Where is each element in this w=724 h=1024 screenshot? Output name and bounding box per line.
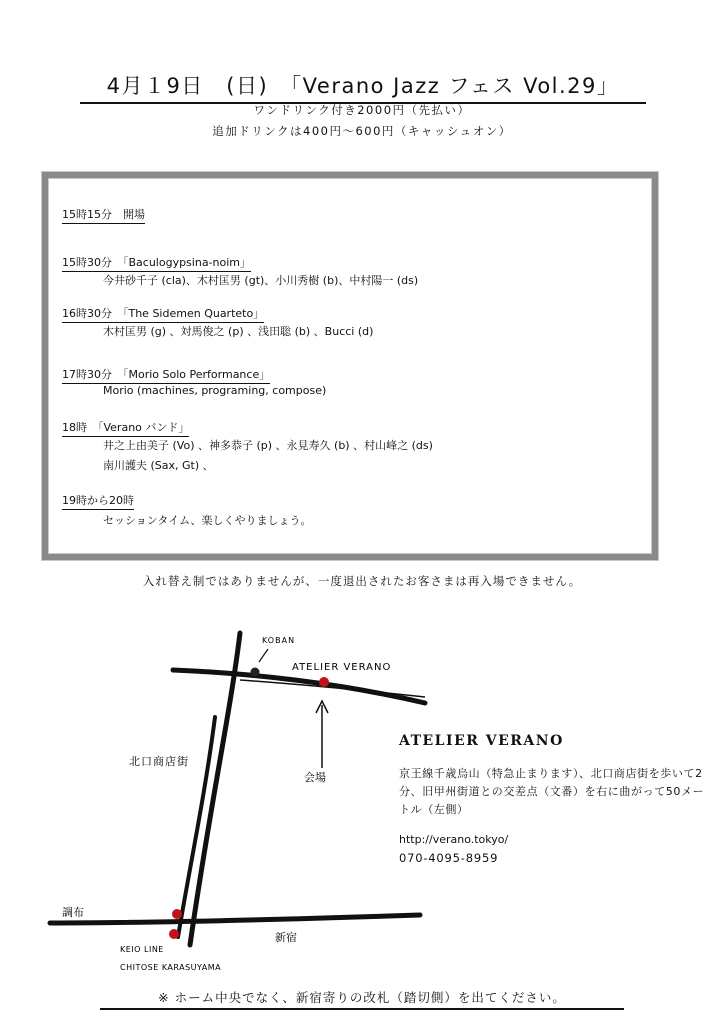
shopping-street-label: 北口商店街 bbox=[129, 755, 189, 768]
schedule-time-title: 18時 「Verano バンド」 bbox=[62, 419, 189, 437]
schedule-time-title: 15時30分 「Baculogypsina-noim」 bbox=[62, 254, 251, 272]
venue-arrow-label: 会場 bbox=[304, 771, 326, 784]
schedule-time-title: 15時15分 開場 bbox=[62, 206, 145, 224]
keio-line-track bbox=[50, 915, 420, 923]
exit-instruction: ※ ホーム中央でなく、新宿寄りの改札（踏切側）を出てください。 bbox=[100, 988, 624, 1010]
extra-drink-line: 追加ドリンクは400円～600円（キャッシュオン） bbox=[212, 124, 512, 138]
venue-name: ATELIER VERANO bbox=[399, 733, 564, 749]
schedule-line: 今井砂千子 (cla)、木村匡男 (gt)、小川秀樹 (b)、中村陽一 (ds) bbox=[103, 274, 419, 287]
atelier-map-label: ATELIER VERANO bbox=[292, 662, 392, 673]
price-line: ワンドリンク付き2000円（先払い） bbox=[253, 103, 471, 117]
venue-url[interactable]: http://verano.tokyo/ bbox=[399, 833, 509, 846]
schedule-line: 南川護夫 (Sax, Gt) 、 bbox=[103, 459, 214, 472]
event-title: 4月１9日 (日) 「Verano Jazz フェス Vol.29」 bbox=[80, 70, 646, 104]
shinjuku-label: 新宿 bbox=[275, 931, 297, 944]
koban-pointer bbox=[259, 649, 268, 662]
venue-phone: 070-4095-8959 bbox=[399, 851, 499, 865]
schedule-line: 木村匡男 (g) 、対馬俊之 (p) 、浅田聡 (b) 、Bucci (d) bbox=[103, 325, 374, 338]
koban-marker bbox=[251, 668, 260, 677]
atelier-marker bbox=[319, 677, 329, 687]
schedule-time-title: 16時30分 「The Sidemen Quarteto」 bbox=[62, 305, 264, 323]
schedule-line: 井之上由美子 (Vo) 、神多恭子 (p) 、永見寿久 (b) 、村山峰之 (ds) bbox=[103, 439, 433, 452]
schedule-time-title: 17時30分 「Morio Solo Performance」 bbox=[62, 366, 270, 384]
keio-line-label: KEIO LINE bbox=[120, 945, 164, 954]
schedule-line: セッションタイム、楽しくやりましょう。 bbox=[103, 514, 312, 527]
schedule-box bbox=[42, 172, 658, 560]
station-name-label: CHITOSE KARASUYAMA bbox=[120, 963, 222, 972]
venue-directions: 京王線千歳烏山（特急止まります）、北口商店街を歩いて2分、旧甲州街道との交差点（文番）を右に曲がって50メートル（左側） bbox=[399, 767, 705, 816]
koban-label: KOBAN bbox=[262, 636, 296, 645]
station-marker-south bbox=[169, 929, 179, 939]
reentry-notice: 入れ替え制ではありませんが、一度退出されたお客さまは再入場できません。 bbox=[142, 574, 582, 588]
schedule-line: Morio (machines, programing, compose) bbox=[103, 384, 327, 397]
access-map bbox=[40, 625, 430, 985]
road-kyu-koshu-kaido bbox=[173, 670, 425, 703]
chofu-label: 調布 bbox=[62, 906, 84, 919]
road-vertical-main bbox=[190, 633, 240, 945]
station-marker-north bbox=[172, 909, 182, 919]
schedule-time-title: 19時から20時 bbox=[62, 492, 134, 510]
